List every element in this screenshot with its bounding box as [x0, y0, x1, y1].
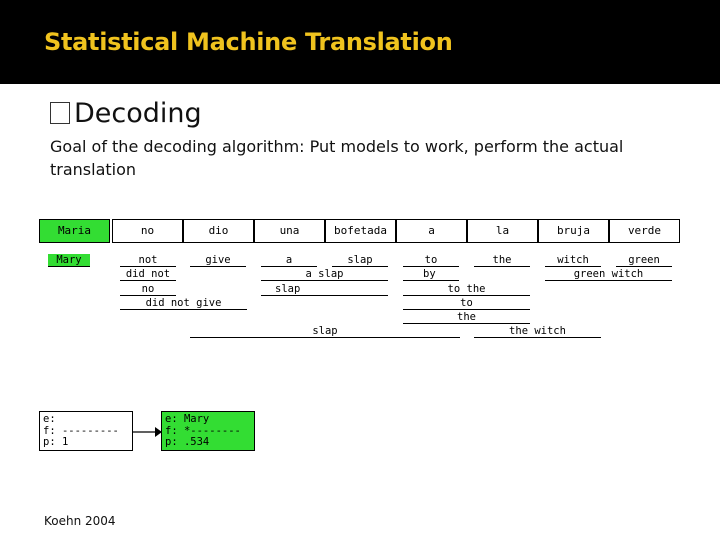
slide-title: Statistical Machine Translation [44, 28, 453, 56]
source-word-dio: dio [183, 219, 254, 243]
bullet-heading: Decoding [74, 98, 202, 129]
source-word-a: a [396, 219, 467, 243]
hypothesis-mary [161, 411, 255, 451]
hypothesis-e: e: [43, 413, 56, 425]
title-bar [0, 0, 720, 84]
option-did-not: did not [120, 268, 176, 281]
option-to: to [403, 254, 459, 267]
source-word-no: no [112, 219, 183, 243]
option-slap: slap [332, 254, 388, 267]
source-word-verde: verde [609, 219, 680, 243]
option-the: the [474, 254, 530, 267]
option-did-not-give: did not give [120, 297, 247, 310]
option-the-witch: the witch [474, 325, 601, 338]
source-word-bruja: bruja [538, 219, 609, 243]
hypothesis-empty [39, 411, 133, 451]
option-green-witch: green witch [545, 268, 672, 281]
option-witch: witch [545, 254, 601, 267]
option-mary: Mary [48, 254, 90, 267]
source-word-la: la [467, 219, 538, 243]
hypothesis-e: e: Mary [165, 413, 210, 425]
option-slap-3: slap [190, 325, 460, 338]
option-to-2: to [403, 297, 530, 310]
option-to-the: to the [403, 283, 530, 296]
source-word-una: una [254, 219, 325, 243]
hypothesis-p: p: 1 [43, 436, 69, 448]
source-word-bofetada: bofetada [325, 219, 396, 243]
option-a-slap: a slap [261, 268, 388, 281]
option-by: by [403, 268, 459, 281]
bullet-icon [50, 102, 70, 124]
citation: Koehn 2004 [44, 514, 116, 528]
goal-text: Goal of the decoding algorithm: Put models to work, perform the actual translation [50, 137, 624, 179]
option-give: give [190, 254, 246, 267]
option-no: no [120, 283, 176, 296]
expansion-arrow [133, 425, 163, 439]
option-slap-2: slap [261, 283, 388, 296]
source-word-maria: Maria [39, 219, 110, 243]
hypothesis-f: f: *-------- [165, 424, 241, 437]
hypothesis-p: p: .534 [165, 436, 210, 448]
option-green: green [616, 254, 672, 267]
option-the-2: the [403, 311, 530, 324]
option-a: a [261, 254, 317, 267]
option-not: not [120, 254, 176, 267]
hypothesis-f: f: --------- [43, 424, 119, 437]
